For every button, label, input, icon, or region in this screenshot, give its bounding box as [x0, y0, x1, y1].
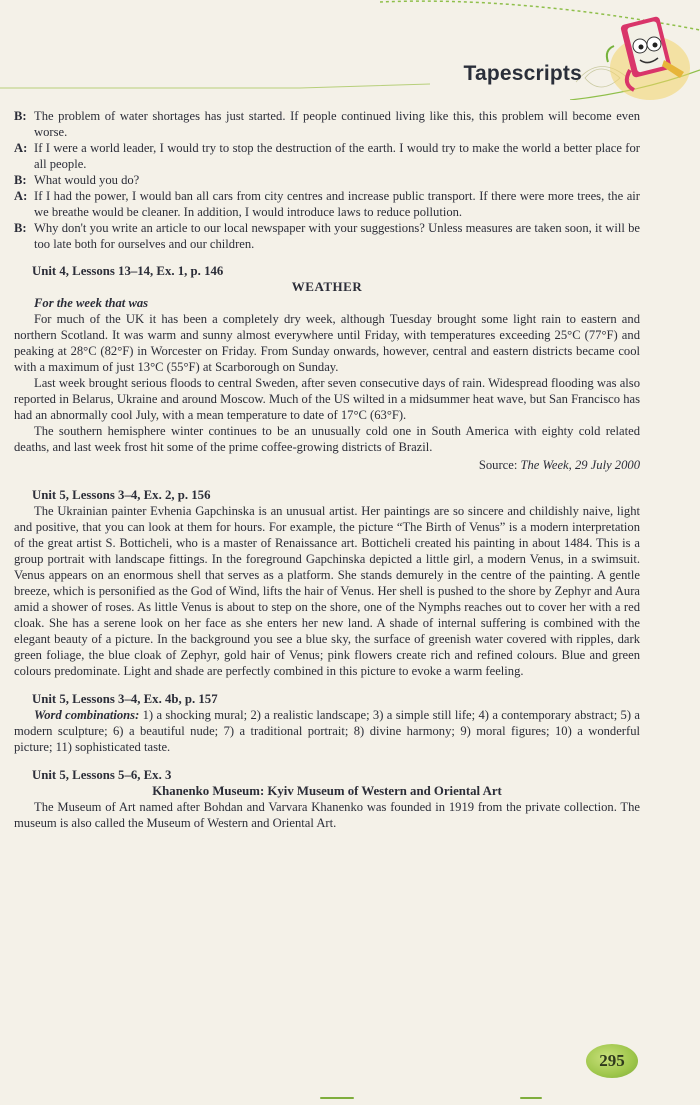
dialogue-text: Why don't you write an article to our local newspaper with your suggestions? Unless measures are taken soon, it will be too late both for ourselves and our children. — [34, 221, 640, 251]
weather-paragraph: For much of the UK it has been a completely dry week, although Tuesday brought some light rain to eastern and northern Scotland. It was warm and sunny almost everywhere until Friday, with temperatures exceeding 25°C (77°F) and peaking at 28°C (82°F) in Worcester on Friday. From Sunday onwards, however, central and eastern districts became cool with a maximum of just 13°C (55°F) at Scarborough on Sunday. — [14, 312, 640, 374]
dialogue-line — [14, 172, 640, 188]
page-number: 295 — [586, 1044, 638, 1078]
header-decoration — [0, 0, 700, 100]
gapchinska-paragraph: The Ukrainian painter Evhenia Gapchinska is an unusual artist. Her paintings are so sincere and childishly naive, light and positive, that you can look at them for hours. For example, the picture “The Birth of Venus” is a modern interpretation of the great artist S. Botticheli, who is a master of Renaissance art. Botticheli created his painting in about 1484. This is a group portrait with landscape fittings. In the foreground Gapchinska depicted a little girl, a modern Venus, in a swimsuit. Venus appears on an enormous shell that serves as a platform. She stands demurely in the centre of the painting. A gentle breeze, which is personified as the God of Wind, lifts the hair of Venus. Her shell is pushed to the shore by Zephyr and Aura amid a shower of roses. As little Venus is about to step on the shore, one of the Nymphs reaches out to cover her with a red cloak. She has a serene look on her face as she enters her new land. A shade of internal suffering is combined with the elegant beauty of a picture. In the background you see a blue sky, the surface of greenish water covered with ripples, dark green foliage, the blue cloak of Zephyr, gold hair of Venus; pink flowers create rich and refined colours. Blue and green colours predominate. Light and shade are perfectly combined in this picture to evoke a warm feeling. — [14, 504, 640, 678]
decorative-dash — [520, 1097, 542, 1099]
weather-title: WEATHER — [291, 279, 363, 294]
museum-title: Khanenko Museum: Kyiv Museum of Western and Oriental Art — [152, 784, 502, 798]
word-combinations-paragraph — [14, 707, 640, 755]
source-label: Source: — [478, 458, 518, 472]
unit-5c-heading: Unit 5, Lessons 5–6, Ex. 3 — [32, 768, 172, 782]
dialogue-text: The problem of water shortages has just started. If people continued living like this, this problem will become even worse. — [34, 109, 640, 139]
speaker-label: B: — [14, 221, 27, 235]
word-combinations-text: 1) a shocking mural; 2) a realistic landscape; 3) a simple still life; 4) a contemporary abstract; 5) a modern sculpture; 6) a beautiful nude; 7) a traditional portrait; 8) divine harmony; 9) moral figures; 10) a wonderful picture; 11) sophisticated taste. — [14, 708, 640, 754]
word-combinations-label: Word combinations: — [34, 708, 140, 722]
source-text: The Week, 29 July 2000 — [520, 458, 640, 472]
dialogue-line — [14, 108, 640, 140]
weather-subtitle: For the week that was — [34, 296, 149, 310]
speaker-label: B: — [14, 109, 27, 123]
unit-5b-heading: Unit 5, Lessons 3–4, Ex. 4b, p. 157 — [32, 692, 218, 706]
weather-paragraph: Last week brought serious floods to central Sweden, after seven consecutive days of rain. Widespread flooding was also reported in Belarus, Ukraine and around Moscow. Much of the US wilted in a midsummer heat wave, but San Francisco has had an abnormally cool July, with a mean temperature to date of 17°C (63°F). — [14, 376, 640, 422]
museum-paragraph: The Museum of Art named after Bohdan and Varvara Khanenko was founded in 1919 from the private collection. The museum is also called the Museum of Western and Oriental Art. — [14, 800, 640, 830]
speaker-label: A: — [14, 141, 28, 155]
unit-4-heading: Unit 4, Lessons 13–14, Ex. 1, p. 146 — [32, 264, 224, 278]
book-mascot-icon — [600, 6, 696, 106]
dialogue-text: What would you do? — [34, 173, 140, 187]
speaker-label: B: — [14, 173, 27, 187]
weather-paragraph: The southern hemisphere winter continues to be an unusually cold one in South America with eighty cold related deaths, and last week frost hit some of the prime coffee-growing districts of Brazil. — [14, 424, 640, 454]
dialogue-text: If I had the power, I would ban all cars from city centres and increase public transport. If there were more trees, the air we breathe would be cleaner. In addition, I would introduce laws to reduce pollution. — [34, 189, 640, 219]
dialogue-text: If I were a world leader, I would try to stop the destruction of the earth. I would try to make the world a better place for all people. — [34, 141, 640, 171]
speaker-label: A: — [14, 189, 28, 203]
tapescript-body — [14, 108, 640, 831]
dialogue-line — [14, 220, 640, 252]
dialogue-line — [14, 188, 640, 220]
decorative-dash — [320, 1097, 354, 1099]
dialogue-line — [14, 140, 640, 172]
source-line — [14, 457, 640, 473]
section-title: Tapescripts — [463, 62, 582, 85]
unit-5a-heading: Unit 5, Lessons 3–4, Ex. 2, p. 156 — [32, 488, 211, 502]
